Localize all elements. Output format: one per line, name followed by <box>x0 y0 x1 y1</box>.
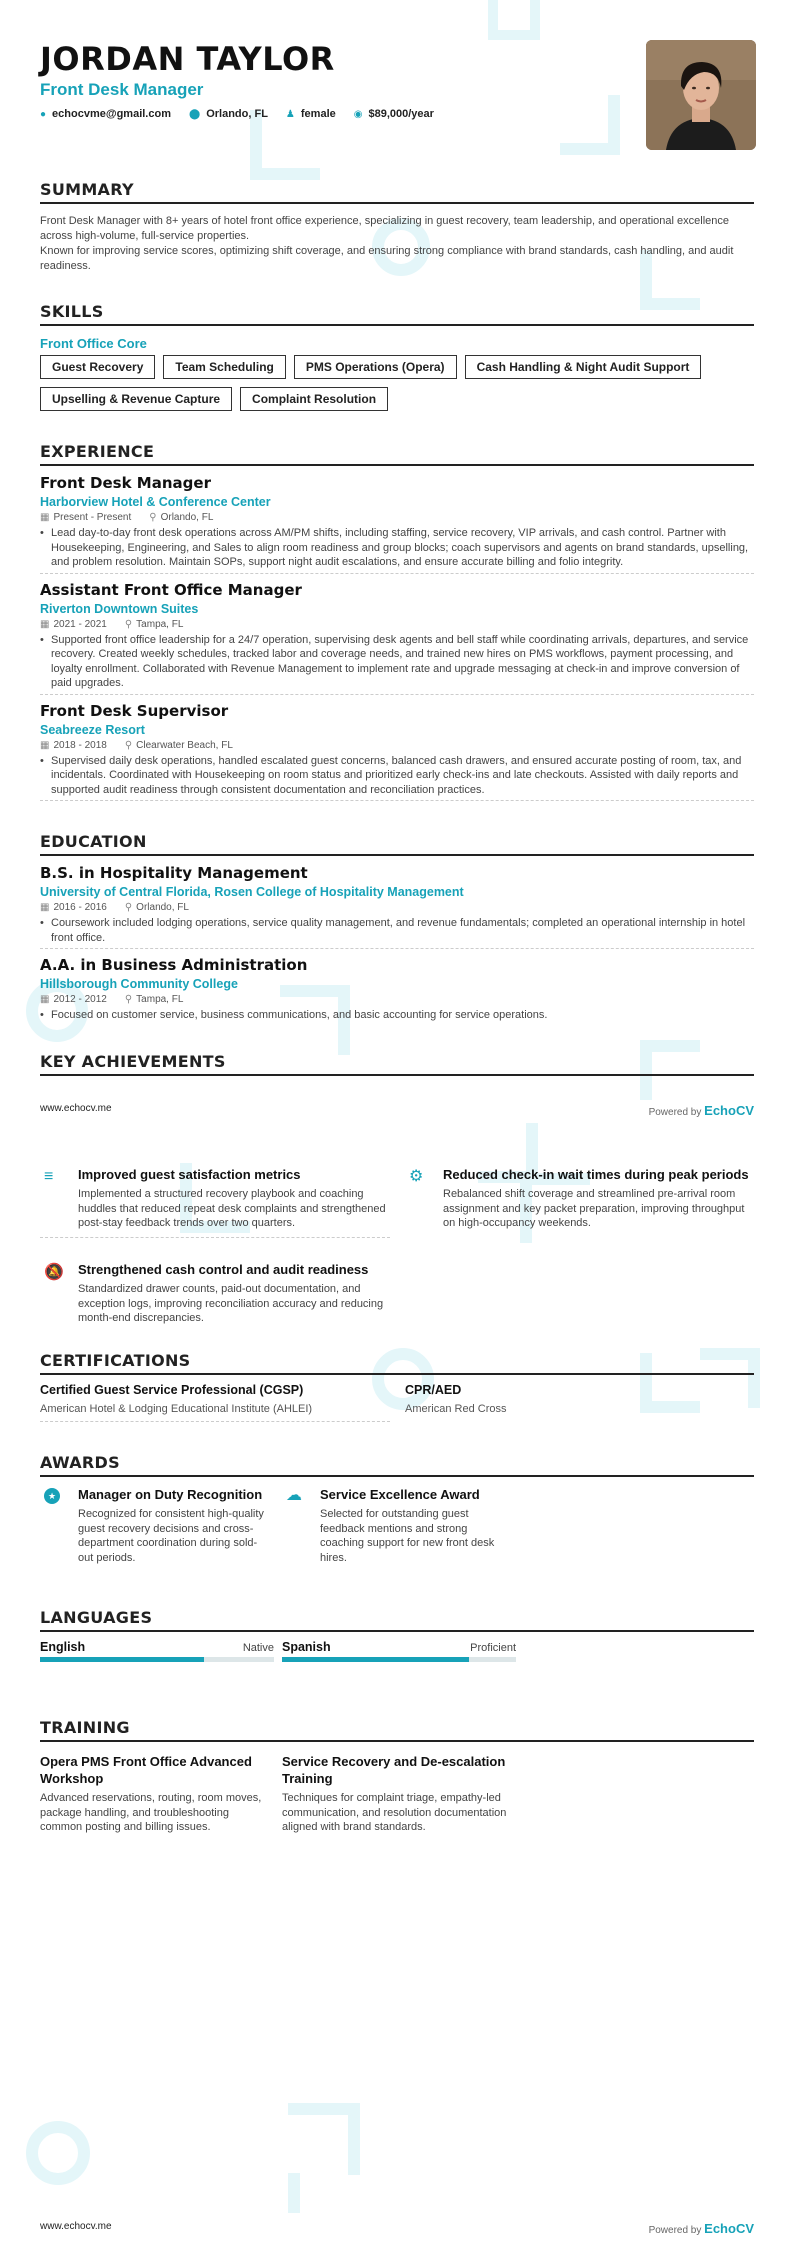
employer-name: Harborview Hotel & Conference Center <box>40 495 271 509</box>
echocv-logo: EchoCV <box>704 1103 754 1118</box>
watermark-shape <box>288 2173 348 2213</box>
job-location: Tampa, FL <box>136 618 184 630</box>
award-item <box>282 1486 512 1565</box>
degree-title: B.S. in Hospitality Management <box>40 864 308 882</box>
candidate-role: Front Desk Manager <box>40 80 204 99</box>
award-title: Manager on Duty Recognition <box>78 1487 263 1502</box>
education-item <box>40 956 754 1023</box>
calendar-icon: ▦ <box>40 618 50 630</box>
award-title: Service Excellence Award <box>320 1487 480 1502</box>
location-pin-icon: ⚲ <box>124 902 133 913</box>
award-description: Recognized for consistent high-quality guest recovery decisions and cross-department coordination during sold-out periods. <box>78 1508 264 1564</box>
skill-tag: Guest Recovery <box>40 355 155 379</box>
summary-text-1: Front Desk Manager with 8+ years of hotel front office experience, specializing in guest recovery, team leadership, and operational excellence across high-volume, full-service properties. <box>40 215 729 242</box>
skill-tag: Team Scheduling <box>163 355 285 379</box>
experience-item <box>40 702 754 802</box>
profile-photo-graphic <box>646 40 756 150</box>
calendar-icon: ▦ <box>40 994 50 1005</box>
achievement-description: Rebalanced shift coverage and streamlined pre-arrival room assignment and key packet preparation, improving throughput on high-occupancy weekends. <box>443 1188 745 1229</box>
medal-icon: ★ <box>44 1488 60 1504</box>
contact-email[interactable]: ● echocvme@gmail.com <box>40 108 171 120</box>
certification-name: CPR/AED <box>405 1383 462 1397</box>
language-level: Native <box>242 1642 274 1654</box>
certification-item <box>40 1383 390 1422</box>
language-name: English <box>40 1640 86 1654</box>
cloud-icon: ☁ <box>286 1487 302 1504</box>
achievement-description: Implemented a structured recovery playbook and coaching huddles that reduced repeat desk complaints and strengthened post-stay feedback trends over two quarters. <box>78 1188 386 1229</box>
certification-name: Certified Guest Service Professional (CGSP) <box>40 1383 304 1397</box>
training-item <box>282 1753 516 1835</box>
award-description: Selected for outstanding guest feedback mentions and strong coaching support for new front desk hires. <box>320 1508 495 1564</box>
calendar-icon: ▦ <box>40 902 50 913</box>
language-proficiency-fill <box>40 1657 204 1662</box>
awards-heading: AWARDS <box>40 1453 754 1477</box>
calendar-icon: ▦ <box>40 512 50 523</box>
job-dates: Present - Present <box>53 512 132 523</box>
summary-heading: SUMMARY <box>40 180 754 204</box>
training-item <box>40 1753 274 1835</box>
languages-heading: LANGUAGES <box>40 1608 754 1632</box>
achievement-item <box>40 1261 390 1326</box>
location-pin-icon: ⚲ <box>124 618 133 630</box>
contact-salary: ◉ $89,000/year <box>353 108 434 120</box>
training-description: Techniques for complaint triage, empathy-led communication, and resolution documentation aligned with brand standards. <box>282 1792 507 1833</box>
language-proficiency-bar <box>40 1657 274 1662</box>
achievement-item <box>40 1166 390 1238</box>
footer-site-link[interactable]: www.echocv.me <box>40 1103 112 1114</box>
certification-issuer: American Hotel & Lodging Educational Institute (AHLEI) <box>40 1403 313 1415</box>
job-meta <box>40 740 754 751</box>
language-proficiency-bar <box>282 1657 516 1662</box>
education-location: Tampa, FL <box>136 994 184 1005</box>
list-icon: ≡ <box>44 1168 54 1185</box>
job-description: • Supported front office leadership for a 24/7 operation, supervising desk agents and bell staff while coordinating arrivals, departures, and service recovery. Created weekly schedules, tracked labor and coverage needs, and trained new hires on PMS workflows, payment processing, and loyalty enrollment. Collaborated with Revenue Management to implement rate and upgrade messaging at check-in and improve conversion of paid upgrades. <box>40 633 754 691</box>
skill-tag: Upselling & Revenue Capture <box>40 387 232 411</box>
education-item <box>40 864 754 949</box>
location-pin-icon: ⚲ <box>124 739 133 751</box>
language-item <box>282 1640 516 1662</box>
job-description: • Lead day-to-day front desk operations across AM/PM shifts, including staffing, service recovery, VIP arrivals, and cash control. Partner with Housekeeping, Engineering, and Sales to align room readiness and group blocks; coach supervisors and agents on brand standards, upselling, and problem resolution. Maintain SOPs, support night audit escalations, and ensure accurate billing and folio integrity. <box>40 526 754 570</box>
job-title: Assistant Front Office Manager <box>40 580 302 599</box>
job-location: Clearwater Beach, FL <box>136 739 233 751</box>
footer-brand: Powered by EchoCV <box>648 2221 754 2236</box>
watermark-shape <box>250 110 320 180</box>
person-icon: ♟ <box>285 108 295 120</box>
experience-heading: EXPERIENCE <box>40 442 754 466</box>
achievements-heading: KEY ACHIEVEMENTS <box>40 1052 754 1076</box>
training-heading: TRAINING <box>40 1718 754 1742</box>
language-level: Proficient <box>470 1642 516 1654</box>
skill-tags <box>40 355 760 411</box>
job-meta <box>40 512 754 523</box>
skills-category: Front Office Core <box>40 336 147 351</box>
certifications-heading: CERTIFICATIONS <box>40 1351 754 1375</box>
achievement-title: Strengthened cash control and audit readiness <box>78 1262 369 1277</box>
job-title: Front Desk Supervisor <box>40 701 229 720</box>
achievement-item <box>405 1166 755 1231</box>
education-meta <box>40 902 754 913</box>
job-description: • Supervised daily desk operations, handled escalated guest concerns, balanced cash drawers, and ensured accurate posting of room, tax, and incidentals. Coordinated with Housekeeping on room status and prioritized early check-ins and late checkouts. Assisted with daily reports and supported audit readiness through consistent documentation and reconciliation practices. <box>40 754 754 798</box>
language-proficiency-fill <box>282 1657 469 1662</box>
contact-location: ⬤ Orlando, FL <box>188 108 268 120</box>
calendar-icon: ▦ <box>40 739 50 751</box>
school-name: University of Central Florida, Rosen College of Hospitality Management <box>40 885 464 899</box>
experience-item <box>40 581 754 695</box>
job-dates: 2021 - 2021 <box>53 618 107 630</box>
education-description: • Focused on customer service, business communications, and basic accounting for service operations. <box>40 1008 754 1023</box>
location-pin-icon: ⚲ <box>124 994 133 1005</box>
school-name: Hillsborough Community College <box>40 977 238 991</box>
education-meta <box>40 994 754 1005</box>
achievement-title: Reduced check-in wait times during peak periods <box>443 1167 749 1182</box>
achievement-description: Standardized drawer counts, paid-out documentation, and exception logs, improving reconciliation accuracy and reducing month-end discrepancies. <box>78 1283 384 1324</box>
money-icon: ◉ <box>353 108 363 120</box>
resume-page-2 <box>0 1123 794 2246</box>
achievement-title: Improved guest satisfaction metrics <box>78 1167 301 1182</box>
job-dates: 2018 - 2018 <box>53 739 107 751</box>
page-footer <box>40 1103 754 1118</box>
training-title: Service Recovery and De-escalation Training <box>282 1754 506 1786</box>
location-pin-icon: ⚲ <box>149 512 157 523</box>
employer-name: Seabreeze Resort <box>40 722 145 737</box>
education-location: Orlando, FL <box>136 902 189 913</box>
education-dates: 2012 - 2012 <box>53 994 107 1005</box>
watermark-shape <box>288 2103 360 2175</box>
echocv-logo: EchoCV <box>704 2221 754 2236</box>
skill-tag: Cash Handling & Night Audit Support <box>465 355 702 379</box>
certification-item <box>405 1383 755 1415</box>
watermark-shape <box>488 0 540 40</box>
email-icon: ● <box>40 108 47 120</box>
award-item <box>40 1486 270 1565</box>
divider <box>40 1237 390 1238</box>
employer-name: Riverton Downtown Suites <box>40 601 199 616</box>
page-footer <box>40 2221 754 2236</box>
degree-title: A.A. in Business Administration <box>40 956 308 974</box>
job-location: Orlando, FL <box>160 512 214 523</box>
location-pin-icon: ⬤ <box>188 108 201 120</box>
profile-photo <box>646 40 756 150</box>
job-title: Front Desk Manager <box>40 474 211 492</box>
skill-tag: PMS Operations (Opera) <box>294 355 457 379</box>
training-title: Opera PMS Front Office Advanced Workshop <box>40 1754 252 1786</box>
summary-text-2: Known for improving service scores, optimizing shift coverage, and ensuring strong compliance with brand standards, cash handling, and audit readiness. <box>40 245 734 272</box>
watermark-shape <box>26 2121 90 2185</box>
education-dates: 2016 - 2016 <box>53 902 107 913</box>
skill-tag: Complaint Resolution <box>240 387 388 411</box>
footer-site-link[interactable]: www.echocv.me <box>40 2221 112 2232</box>
experience-item <box>40 474 754 574</box>
gear-icon: ⚙ <box>409 1168 424 1185</box>
job-meta <box>40 619 754 630</box>
divider <box>40 1421 390 1422</box>
education-description: • Coursework included lodging operations, service quality management, and revenue fundamentals; completed an operational internship in hotel front office. <box>40 916 754 945</box>
contact-gender: ♟ female <box>285 108 336 120</box>
skills-heading: SKILLS <box>40 302 754 326</box>
footer-brand: Powered by EchoCV <box>648 1103 754 1118</box>
bell-off-icon: 🔕 <box>44 1264 64 1281</box>
certification-issuer: American Red Cross <box>405 1403 507 1415</box>
training-description: Advanced reservations, routing, room moves, package handling, and troubleshooting common posting and billing issues. <box>40 1792 262 1833</box>
language-name: Spanish <box>282 1640 331 1654</box>
education-heading: EDUCATION <box>40 832 754 856</box>
candidate-name: JORDAN TAYLOR <box>40 40 335 78</box>
language-item <box>40 1640 274 1662</box>
